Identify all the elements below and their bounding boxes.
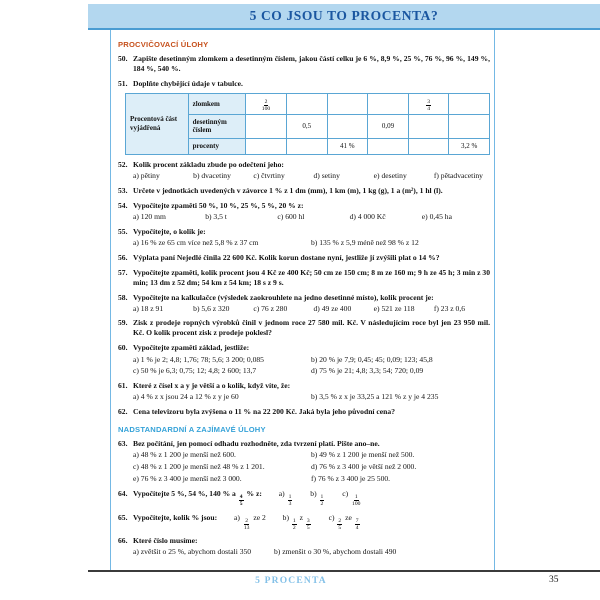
- page-content: [118, 35, 490, 557]
- fraction: $\frac{1}{3}$: [288, 493, 292, 508]
- problem-62: [118, 407, 490, 417]
- fraction: $\frac{4}{5}$: [239, 493, 243, 508]
- table-cell: [367, 94, 408, 115]
- option-item: d) 76 % z 3 400 je větší než 2 000.: [311, 461, 417, 471]
- option-item: b) $\frac{1}{2}$ z $\frac{3}{5}$: [282, 512, 310, 531]
- problem-60: [118, 343, 490, 353]
- option-item: e) 76 % z 3 400 je menší než 3 000.: [133, 473, 242, 483]
- problem-65: [118, 513, 490, 532]
- chapter-title: 5 CO JSOU TO PROCENTA?: [249, 8, 439, 23]
- option-item: b) 135 % z 5,9 méně než 98 % z 12: [311, 237, 419, 247]
- problem-text: Které číslo musíme:: [133, 536, 198, 546]
- right-frame-line: [494, 30, 495, 570]
- problem-55: [118, 227, 490, 237]
- problem-number: 55.: [118, 226, 128, 236]
- fraction: $\frac{3}{4}$: [427, 99, 431, 113]
- option-item: a) $\frac{1}{3}$: [278, 488, 292, 508]
- option-item: b) 3,5 t: [205, 211, 227, 221]
- problem-66: [118, 536, 490, 546]
- option-item: b) $\frac{1}{2}$: [310, 488, 324, 508]
- problem-63-options: [118, 450, 490, 484]
- problem-text: Vypočítejte zpaměti základ, jestliže:: [133, 343, 250, 353]
- option-item: d) 4 000 Kč: [349, 211, 386, 221]
- problem-54: [118, 201, 490, 211]
- table-cell: [327, 114, 367, 138]
- option-item: a) zvětšit o 25 %, abychom dostali 350: [133, 547, 252, 557]
- table-cell: [245, 138, 286, 154]
- percent-table: [125, 93, 490, 155]
- problem-text: Vypočítejte zpaměti, kolik procent jsou 4 Kč ze 400 Kč; 50 cm ze 150 cm; 8 m ze 160 m; 9 h ze 45 h; 3 min z 30 min; 13 dm z 52 dm; 54 km z 54 km; 18 s z 9 s.: [133, 267, 490, 287]
- table-cell: [408, 94, 448, 115]
- table-cell: [449, 94, 490, 115]
- problem-number: 60.: [118, 343, 128, 353]
- section-title-advanced: NADSTANDARDNÍ A ZAJÍMAVÉ ÚLOHY: [118, 425, 266, 435]
- problem-63: [118, 439, 490, 449]
- problem-51: [118, 79, 490, 89]
- option-item: a) 48 % z 1 200 je menší než 600.: [133, 450, 236, 460]
- option-item: d) setiny: [313, 170, 340, 180]
- problem-text: Kolik procent základu zbude po odečtení jeho:: [133, 159, 284, 169]
- problem-54-options: [118, 212, 490, 222]
- option-item: c) $\frac{2}{5}$ ze $\frac{7}{4}$: [328, 512, 359, 531]
- footer-divider-line: [88, 570, 600, 572]
- table-cell: [286, 138, 327, 154]
- fraction: $\frac{1}{2}$: [320, 493, 324, 508]
- problem-61-options: [118, 392, 490, 402]
- problem-number: 66.: [118, 536, 128, 546]
- fraction: $\frac{3}{5}$: [306, 517, 310, 531]
- problem-number: 64.: [118, 488, 128, 498]
- option-item: b) 49 % z 1 200 je menší než 500.: [311, 450, 415, 460]
- section-title-practice: PROCVIČOVACÍ ÚLOHY: [118, 40, 209, 49]
- problem-text: Vypočítejte na kalkulačce (výsledek zaokrouhlete na jedno desetinné místo), kolik procent je:: [133, 292, 434, 302]
- problem-text: Vypočítejte, o kolik je:: [133, 226, 206, 236]
- problem-text: Bez počítání, jen pomocí odhadu rozhodněte, zda tvrzení platí. Pište ano–ne.: [133, 439, 380, 449]
- problem-66-options: [118, 547, 490, 557]
- problem-55-options: [118, 238, 490, 248]
- option-item: e) desetiny: [373, 170, 407, 180]
- table-cell: [408, 138, 448, 154]
- table-row: [126, 94, 490, 115]
- option-item: b) dvacetiny: [193, 170, 231, 180]
- problem-number: 54.: [118, 200, 128, 210]
- fraction: $\frac{2}{100}$: [261, 99, 271, 113]
- problem-59: [118, 318, 490, 338]
- problem-text: Výplata paní Nejedlé činila 22 600 Kč. Kolik korun dostane nyní, jestliže jí zvýšili plat o 14 %?: [133, 252, 440, 262]
- table-cell: 0,09: [367, 114, 408, 138]
- problem-text: Cena televizoru byla zvýšena o 11 % na 22 200 Kč. Jaká byla jeho původní cena?: [133, 407, 395, 417]
- problem-text: Určete v jednotkách uvedených v závorce 1 % z 1 dm (mm), 1 km (m), 1 kg (g), 1 a (m²), 1 hl (l).: [133, 185, 443, 195]
- problem-number: 63.: [118, 439, 128, 449]
- problem-number: 61.: [118, 381, 128, 391]
- table-cell: [367, 138, 408, 154]
- table-cell: [245, 114, 286, 138]
- option-item: f) 76 % z 3 400 je 25 500.: [311, 473, 391, 483]
- table-cell: 41 %: [327, 138, 367, 154]
- option-item: a) 120 mm: [133, 211, 166, 221]
- problem-number: 58.: [118, 292, 128, 302]
- problem-56: [118, 253, 490, 263]
- fraction: $\frac{2}{13}$: [243, 517, 250, 531]
- option-item: c) 50 % je 6,3; 0,75; 12; 4,8; 2 600; 13,7: [133, 366, 257, 376]
- problem-text: Vypočítejte zpaměti 50 %, 10 %, 25 %, 5 %, 20 % z:: [133, 200, 304, 210]
- fraction: $\frac{7}{4}$: [355, 517, 359, 531]
- option-item: e) 0,45 ha: [421, 211, 452, 221]
- table-row-header: Procentová část vyjádřená: [126, 94, 189, 155]
- problem-number: 59.: [118, 318, 128, 328]
- problem-50: [118, 54, 490, 74]
- problem-53: [118, 186, 490, 196]
- option-item: a) 16 % ze 65 cm více než 5,8 % z 37 cm: [133, 237, 259, 247]
- chapter-header-band: [88, 4, 600, 30]
- problem-text: Zisk z prodeje ropných výrobků činil v jednom roce 27 580 mil. Kč. V následujícím roce byl jen 23 950 mil. Kč. O kolik procent zisk z prodeje poklesl?: [133, 318, 490, 338]
- option-item: e) 521 ze 118: [373, 303, 415, 313]
- problem-text: Které z čísel x a y je větší a o kolik, když víte, že:: [133, 381, 291, 391]
- table-label-desetinnym: desetinným číslem: [188, 114, 245, 138]
- problem-number: 56.: [118, 252, 128, 262]
- problem-64: [118, 489, 490, 508]
- problem-60-options: [118, 355, 490, 377]
- option-item: a) 1 % je 2; 4,8; 1,76; 78; 5,6; 3 200; 0,085: [133, 354, 264, 364]
- problem-number: 50.: [118, 54, 128, 63]
- page-number: 35: [549, 575, 559, 585]
- problem-58: [118, 293, 490, 303]
- option-item: a) 4 % z x jsou 24 a 12 % z y je 60: [133, 392, 239, 402]
- option-item: c) 76 z 280: [253, 303, 288, 313]
- fraction: $\frac{2}{5}$: [338, 517, 342, 531]
- option-item: a) pětiny: [133, 170, 160, 180]
- table-cell: [408, 114, 448, 138]
- option-item: b) zmenšit o 30 %, abychom dostali 490: [274, 547, 397, 557]
- option-item: a) $\frac{2}{13}$ ze 2: [234, 512, 266, 531]
- problem-text: Zapište desetinným zlomkem a desetinným číslem, jakou částí celku je 6 %, 8,9 %, 25 %, 76 %, 96 %, 149 %, 184 %, 540 %.: [133, 54, 490, 74]
- problem-text: Vypočítejte, kolik % jsou: a) $\frac{2}{13}$ ze 2 b) $\frac{1}{2}$ z $\frac{3}{5}$ c) $\frac{2}{5}$ ze $\frac{7}{4}$: [133, 512, 359, 531]
- fraction: $\frac{1}{2}$: [292, 517, 296, 531]
- table-cell: [449, 114, 490, 138]
- table-cell: [327, 94, 367, 115]
- problem-number: 51.: [118, 79, 128, 89]
- option-item: b) 20 % je 7,9; 0,45; 45; 0,09; 123; 45,8: [311, 354, 433, 364]
- problem-58-options: [118, 304, 490, 314]
- option-item: d) 75 % je 21; 4,8; 3,3; 54; 720; 0,09: [311, 366, 424, 376]
- option-item: f) 23 z 0,6: [433, 303, 466, 313]
- problem-text: Doplňte chybějící údaje v tabulce.: [133, 79, 243, 89]
- fraction: $\frac{1}{100}$: [352, 493, 361, 508]
- table-cell: 3,2 %: [449, 138, 490, 154]
- table-cell: 0,5: [286, 114, 327, 138]
- problem-52-options: [118, 171, 490, 181]
- option-item: f) pětadvacetiny: [433, 170, 483, 180]
- problem-number: 65.: [118, 512, 128, 522]
- option-item: d) 49 ze 400: [313, 303, 352, 313]
- option-item: b) 3,5 % z x je 33,25 a 121 % z y je 4 235: [311, 392, 439, 402]
- option-item: c) 600 hl: [277, 211, 305, 221]
- problem-57: [118, 268, 490, 288]
- problem-number: 52.: [118, 159, 128, 169]
- table-label-procenty: procenty: [188, 138, 245, 154]
- problem-number: 53.: [118, 185, 128, 195]
- left-frame-line: [110, 30, 111, 570]
- option-item: c) 48 % z 1 200 je menší než 48 % z 1 201.: [133, 461, 265, 471]
- table-cell: [245, 94, 286, 115]
- problem-number: 57.: [118, 267, 128, 277]
- problem-52: [118, 160, 490, 170]
- footer-chapter-label: 5 PROCENTA: [255, 576, 327, 586]
- problem-61: [118, 381, 490, 391]
- table-cell: [286, 94, 327, 115]
- option-item: a) 18 z 91: [133, 303, 164, 313]
- option-item: c) čtvrtiny: [253, 170, 285, 180]
- problem-text: Vypočítejte 5 %, 54 %, 140 % a $\frac{4}{5}$ % z: a) $\frac{1}{3}$ b) $\frac{1}{2}$ c) $\frac{1}{100}$: [133, 488, 361, 508]
- table-label-zlomkem: zlomkem: [188, 94, 245, 115]
- option-item: b) 5,6 z 320: [193, 303, 230, 313]
- problem-number: 62.: [118, 407, 128, 417]
- option-item: c) $\frac{1}{100}$: [342, 488, 361, 508]
